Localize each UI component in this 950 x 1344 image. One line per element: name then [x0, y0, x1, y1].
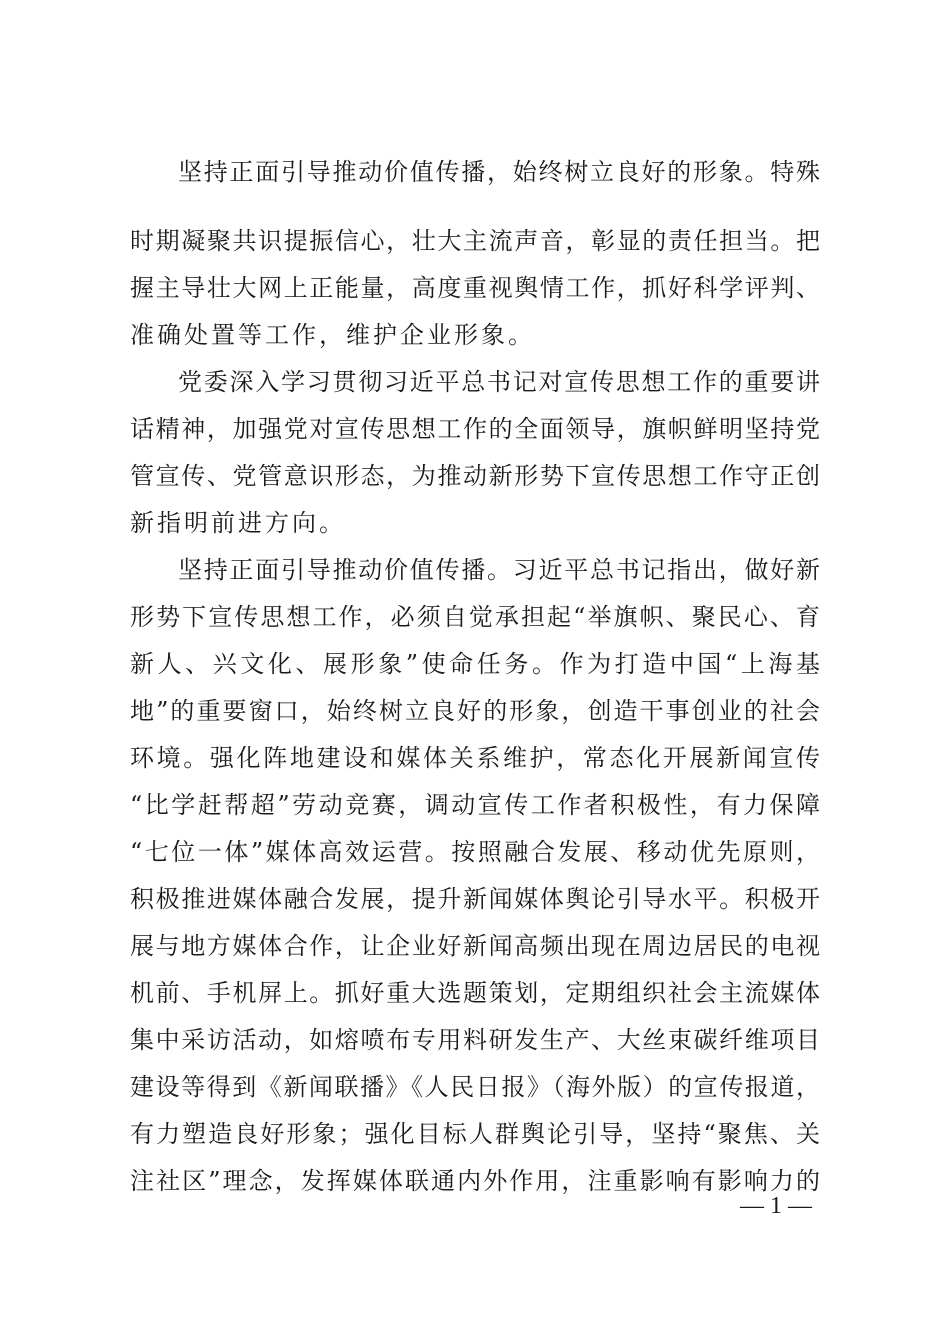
- page-number: — 1 —: [740, 1193, 812, 1219]
- text-line: 新指明前进方向。: [130, 509, 346, 537]
- text-line: 坚持正面引导推动价值传播，始终树立良好的形象。特殊: [178, 158, 820, 186]
- text-line: 握主导壮大网上正能量，高度重视舆情工作，抓好科学评判、: [130, 274, 820, 302]
- text-line: 有力塑造良好形象；强化目标人群舆论引导，坚持“聚焦、关: [130, 1120, 820, 1148]
- text-line: 时期凝聚共识提振信心，壮大主流声音，彰显的责任担当。把: [130, 227, 820, 255]
- text-line: 管宣传、党管意识形态，为推动新形势下宣传思想工作守正创: [130, 462, 820, 490]
- text-line: “七位一体”媒体高效运营。按照融合发展、移动优先原则，: [130, 838, 820, 866]
- text-line: 话精神，加强党对宣传思想工作的全面领导，旗帜鲜明坚持党: [130, 415, 820, 443]
- text-line: 展与地方媒体合作，让企业好新闻高频出现在周边居民的电视: [130, 932, 820, 960]
- text-line: 机前、手机屏上。抓好重大选题策划，定期组织社会主流媒体: [130, 979, 820, 1007]
- text-line: 新人、兴文化、展形象”使命任务。作为打造中国“上海基: [130, 650, 820, 678]
- text-line: “比学赶帮超”劳动竞赛，调动宣传工作者积极性，有力保障: [130, 791, 820, 819]
- text-line: 环境。强化阵地建设和媒体关系维护，常态化开展新闻宣传: [130, 744, 820, 772]
- text-line: 注社区”理念，发挥媒体联通内外作用，注重影响有影响力的: [130, 1167, 820, 1195]
- text-line: 党委深入学习贯彻习近平总书记对宣传思想工作的重要讲: [178, 368, 820, 396]
- text-line: 积极推进媒体融合发展，提升新闻媒体舆论引导水平。积极开: [130, 885, 820, 913]
- text-line: 准确处置等工作，维护企业形象。: [130, 321, 535, 349]
- text-line: 地”的重要窗口，始终树立良好的形象，创造干事创业的社会: [130, 697, 820, 725]
- text-line: 坚持正面引导推动价值传播。习近平总书记指出，做好新: [178, 556, 820, 584]
- text-line: 形势下宣传思想工作，必须自觉承担起“举旗帜、聚民心、育: [130, 603, 820, 631]
- text-line: 建设等得到《新闻联播》《人民日报》（海外版）的宣传报道，: [130, 1073, 820, 1101]
- text-line: 集中采访活动，如熔喷布专用料研发生产、大丝束碳纤维项目: [130, 1026, 820, 1054]
